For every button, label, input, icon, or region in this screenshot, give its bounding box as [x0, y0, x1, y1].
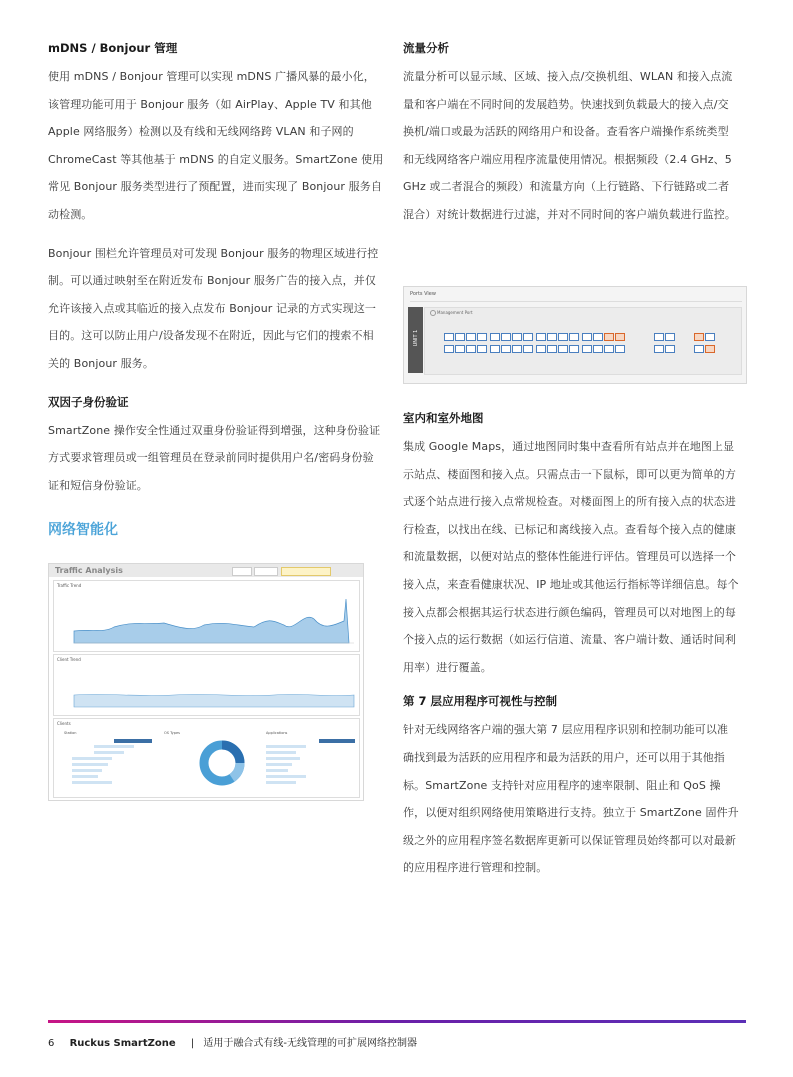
- switch-port: [569, 333, 579, 341]
- layer7-paragraph: 针对无线网络客户端的强大第 7 层应用程序识别和控制功能可以准确找到最为活跃的应用程序和最为活跃的用户，还可以用于其他指标。SmartZone 支持针对应用程序的速率限制、阻止和 QoS 操作，以便对组织网络使用策略进行支持。独立于 SmartZone 固件升级之外的应用程序签名数据库更新可以保证管理员始终都可以对最新的应用程序进行管理和控制。: [403, 723, 739, 875]
- footer-separator: |: [190, 1038, 195, 1049]
- switch-port: [455, 333, 465, 341]
- switch-port: [536, 345, 546, 353]
- switch-port: [582, 333, 592, 341]
- ports-view-title: Ports View: [410, 291, 436, 297]
- switch-port: [444, 345, 454, 353]
- switch-port: [455, 345, 465, 353]
- switch-port: [604, 345, 614, 353]
- layer7-heading: 第 7 层应用程序可视性与控制: [403, 694, 558, 709]
- switch-port: [512, 333, 522, 341]
- traffic-trend-chart: [54, 581, 359, 651]
- switch-port: [558, 345, 568, 353]
- two-factor-heading: 双因子身份验证: [48, 394, 129, 409]
- left-column: [48, 40, 384, 539]
- switch-port: [490, 345, 500, 353]
- network-intelligence-heading: 网络智能化: [48, 522, 118, 539]
- right-column: [403, 40, 739, 229]
- applications-label: Applications: [266, 731, 288, 735]
- switch-port: [705, 345, 715, 353]
- map-heading: 室内和室外地图: [403, 411, 484, 425]
- switch-port: [477, 345, 487, 353]
- traffic-trend-label: Traffic Trend: [57, 583, 82, 588]
- switch-port: [466, 345, 476, 353]
- station-label: Station: [64, 731, 77, 735]
- switch-port: [665, 333, 675, 341]
- switch-port: [665, 345, 675, 353]
- switch-port: [694, 333, 704, 341]
- clients-label: Clients: [57, 721, 71, 726]
- footer-text: 适用于融合式有线-无线管理的可扩展网络控制器: [203, 1038, 417, 1049]
- switch-port: [705, 333, 715, 341]
- map-paragraph: 集成 Google Maps，通过地图同时集中查看所有站点并在地图上显示站点、楼面图和接入点。只需点击一下鼠标，即可以更为简单的方式逐个站点进行接入点常规检查。对楼面图上的所有接入点的状态进行检查，以找出在线、已标记和离线接入点。查看每个接入点的健康和流量数据，以便对站点的整体性能进行评估。管理员可以选择一个接入点，来查看健康状况、IP 地址或其他运行指标等详细信息。每个接入点都会根据其运行状态进行颜色编码，管理员可以对地图上的每个接入点的运行数据（如运行信道、流量、客户端计数、通话时间利用率）进行覆盖。: [403, 440, 739, 674]
- switch-port: [593, 345, 603, 353]
- switch-port: [654, 345, 664, 353]
- ports-view-screenshot: [403, 286, 747, 384]
- footer-divider: [48, 1020, 746, 1023]
- traffic-analysis-title: Traffic Analysis: [55, 566, 123, 575]
- traffic-heading: 流量分析: [403, 41, 449, 55]
- switch-port: [558, 333, 568, 341]
- switch-port: [615, 333, 625, 341]
- two-factor-paragraph: SmartZone 操作安全性通过双重身份验证得到增强，这种身份验证方式要求管理员或一组管理员在登录前同时提供用户名/密码身份验证和短信身份验证。: [48, 423, 381, 492]
- mdns-paragraph-2: Bonjour 围栏允许管理员对可发现 Bonjour 服务的物理区域进行控制。可以通过映射至在附近发布 Bonjour 服务广告的接入点，并仅允许该接入点或其临近的接入点发布 Bonjour 记录的方式实现这一目的。这可以防止用户/设备发现不在附近，因此与它们的搜索不相关的 Bonjour 服务。: [48, 246, 379, 370]
- traffic-analysis-screenshot: [48, 563, 364, 801]
- unit-label: UNIT 1: [413, 329, 419, 347]
- page-number: 6: [48, 1038, 55, 1049]
- mdns-heading: mDNS / Bonjour 管理: [48, 41, 178, 55]
- switch-port: [523, 333, 533, 341]
- client-trend-chart: [54, 655, 359, 715]
- footer: [48, 1034, 417, 1049]
- switch-port: [536, 333, 546, 341]
- os-types-label: OS Types: [164, 731, 180, 735]
- switch-port: [694, 345, 704, 353]
- switch-port: [477, 333, 487, 341]
- switch-port: [547, 333, 557, 341]
- switch-port: [654, 333, 664, 341]
- switch-port: [615, 345, 625, 353]
- switch-port: [582, 345, 592, 353]
- switch-port: [547, 345, 557, 353]
- footer-brand: Ruckus SmartZone: [69, 1038, 176, 1049]
- os-types-donut: [192, 733, 252, 793]
- switch-port: [523, 345, 533, 353]
- switch-port: [466, 333, 476, 341]
- switch-port: [569, 345, 579, 353]
- traffic-paragraph: 流量分析可以显示域、区域、接入点/交换机组、WLAN 和接入点流量和客户端在不同时间的发展趋势。快速找到负载最大的接入点/交换机/端口或最为活跃的网络用户和设备。查看客户端操作系统类型和无线网络客户端应用程序流量使用情况。根据频段（2.4 GHz、5 GHz 或二者混合的频段）和流量方向（上行链路、下行链路或二者混合）对统计数据进行过滤，并对不同时间的客户端负载进行监控。: [403, 70, 736, 221]
- switch-port: [501, 333, 511, 341]
- switch-port: [444, 333, 454, 341]
- switch-port: [512, 345, 522, 353]
- mdns-paragraph-1: 使用 mDNS / Bonjour 管理可以实现 mDNS 广播风暴的最小化，该管理功能可用于 Bonjour 服务（如 AirPlay、Apple TV 和其他 Apple 网络服务）检测以及有线和无线网络跨 VLAN 和子网的 ChromeCast 等其他基于 mDNS 的自定义服务。SmartZone 使用常见 Bonjour 服务类型进行了预配置，进而实现了 Bonjour 服务自动检测。: [48, 70, 384, 221]
- switch-port: [501, 345, 511, 353]
- switch-port: [604, 333, 614, 341]
- switch-port: [490, 333, 500, 341]
- right-column-2: [403, 410, 739, 882]
- switch-port: [593, 333, 603, 341]
- client-trend-label: Client Trend: [57, 657, 81, 662]
- management-port-legend: Management Port: [437, 310, 473, 315]
